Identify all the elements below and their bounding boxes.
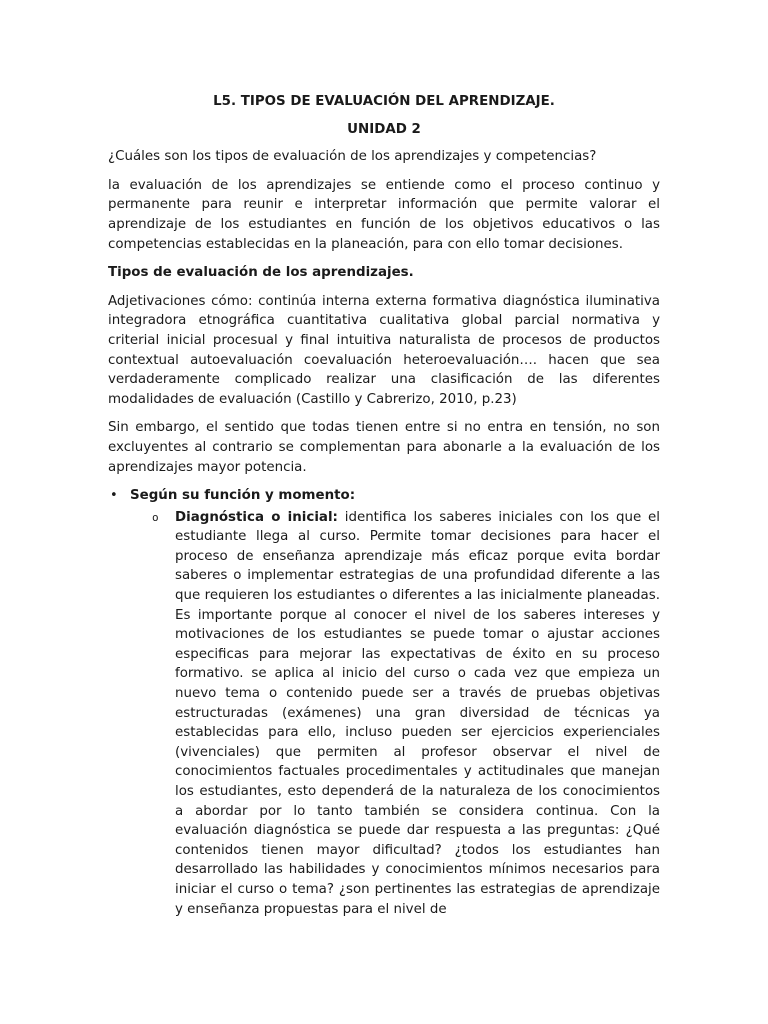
section-heading: Tipos de evaluación de los aprendizajes. (108, 265, 414, 281)
bullet-icon: • (110, 488, 118, 504)
intro-paragraph: la evaluación de los aprendizajes se entiende como el proceso continuo y permanente para reunir e interpretar información que permite valorar el aprendizaje de los estudiantes en función de los objetivos educativos o las competencias establecidas en la planeación, para con ello tomar decisiones. (108, 177, 660, 252)
sub-item-text: identifica los saberes iniciales con los que el estudiante llega al curso. Permite tomar decisiones para hacer el proceso de enseñanza aprendizaje más eficaz porque evita bordar saberes o implementar estrategias de una profundidad diferente a las que requieren los estudiantes o diferentes a las inicialmente planeadas. Es importante porque al conocer el nivel de los saberes intereses y motivaciones de los estudiantes se puede tomar o ajustar acciones especificas para mejorar las expectativas de éxito en su proceso formativo. se aplica al inicio del curso o cada vez que empieza un nuevo tema o contenido puede ser a través de pruebas objetivas estructuradas (exámenes) una gran diversidad de técnicas ya establecidas para ello, incluso pueden ser ejercicios experienciales (vivenciales) que permiten al profesor observar el nivel de conocimientos factuales procedimentales y actitudinales que manejan los estudiantes, esto dependerá de la naturaleza de los conocimientos a abordar por lo tanto también se considera continua. Con la evaluación diagnóstica se puede dar respuesta a las preguntas: ¿Qué contenidos tienen mayor dificultad? ¿todos los estudiantes han desarrollado las habilidades y conocimientos mínimos necesarios para iniciar el curso o tema? ¿son pertinentes las estrategias de aprendizaje y enseñanza propuestas para el nivel de (175, 509, 660, 917)
guiding-question: ¿Cuáles son los tipos de evaluación de los aprendizajes y competencias? (108, 149, 597, 165)
hollow-circle-icon: o (152, 510, 159, 524)
document-title: L5. TIPOS DE EVALUACIÓN DEL APRENDIZAJE. (213, 94, 555, 109)
bullet-list (108, 486, 660, 919)
sub-item-paragraph (175, 508, 660, 919)
tension-paragraph: Sin embargo, el sentido que todas tienen entre si no entra en tensión, no son excluyentes al contrario se complementan para abonarle a la evaluación de los aprendizajes mayor potencia. (108, 420, 660, 475)
unit-heading: UNIDAD 2 (347, 121, 421, 137)
list-item (110, 486, 660, 919)
bullet-label: Según su función y momento: (130, 488, 356, 504)
sub-item-title: Diagnóstica o inicial: (175, 509, 338, 525)
sub-list-item (152, 508, 660, 919)
sub-list (130, 508, 660, 919)
adjectives-paragraph: Adjetivaciones cómo: continúa interna externa formativa diagnóstica iluminativa integradora etnográfica cuantitativa cualitativa global parcial normativa y criterial inicial procesual y final intuitiva naturalista de procesos de productos contextual autoevaluación coevaluación heteroevaluación…. hacen que sea verdaderamente complicado realizar una clasificación de las diferentes modalidades de evaluación (Castillo y Cabrerizo, 2010, p.23) (108, 293, 660, 407)
